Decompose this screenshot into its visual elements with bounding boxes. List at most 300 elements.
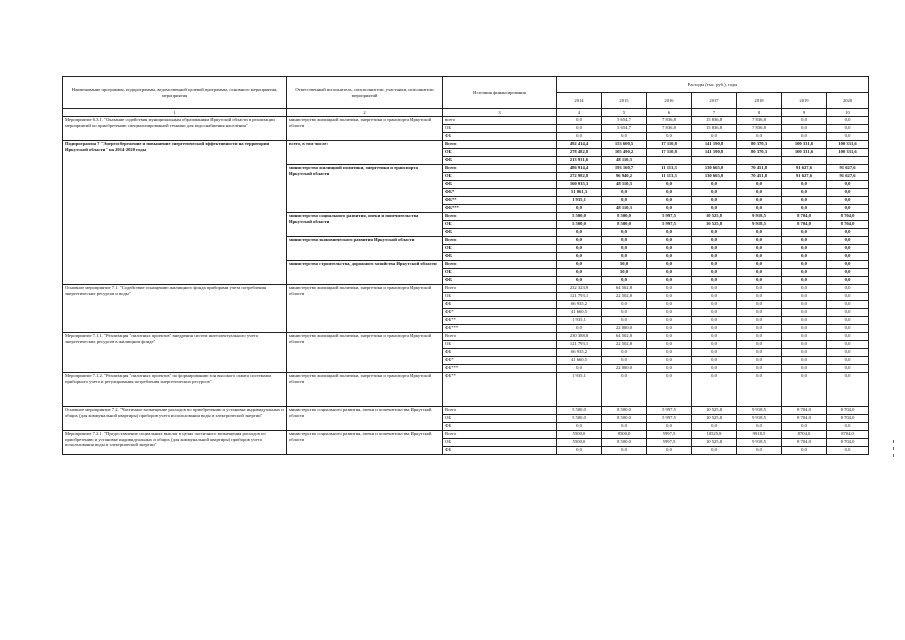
- amount-cell: 0,0: [557, 423, 602, 431]
- amount-cell: 80 370,3: [737, 141, 782, 149]
- amount-cell: 0,0: [737, 333, 782, 341]
- amount-cell: 0,0: [557, 237, 602, 245]
- funding-source-cell: ОБ: [443, 221, 557, 229]
- funding-source-cell: Всего: [443, 333, 557, 341]
- amount-cell: 7 836,8: [647, 117, 692, 125]
- amount-cell: 0,0: [737, 189, 782, 197]
- amount-cell: 0,0: [827, 317, 869, 325]
- amount-cell: 0,0: [647, 373, 692, 407]
- funding-source-cell: ФБ: [443, 423, 557, 431]
- amount-cell: 0,0: [737, 357, 782, 365]
- budget-table: [62, 76, 869, 455]
- funding-source-cell: всего: [443, 117, 557, 125]
- funding-source-cell: ФБ: [443, 133, 557, 141]
- amount-cell: 0,0: [737, 317, 782, 325]
- amount-cell: 0,0: [782, 301, 827, 309]
- amount-cell: 0,0: [647, 245, 692, 253]
- amount-cell: 0,0: [602, 229, 647, 237]
- amount-cell: 0,0: [557, 261, 602, 269]
- amount-cell: 0,0: [647, 229, 692, 237]
- amount-cell: 0,0: [827, 285, 869, 293]
- amount-cell: 0,0: [782, 325, 827, 333]
- amount-cell: 0,0: [782, 197, 827, 205]
- table-row: [63, 373, 869, 407]
- amount-cell: 130 665,0: [692, 173, 737, 181]
- amount-cell: 0,0: [692, 349, 737, 357]
- amount-cell: 15 836,8: [692, 117, 737, 125]
- amount-cell: 0,0: [827, 325, 869, 333]
- column-number: 10: [827, 109, 869, 117]
- funding-source-cell: ОБ: [443, 269, 557, 277]
- amount-cell: 0,0: [737, 133, 782, 141]
- amount-cell: 0,0: [827, 189, 869, 197]
- amount-cell: 0,0: [692, 197, 737, 205]
- amount-cell: 0,0: [647, 447, 692, 455]
- amount-cell: 213 931,6: [557, 157, 602, 165]
- amount-cell: 0,0: [737, 261, 782, 269]
- amount-cell: 0,0: [827, 261, 869, 269]
- amount-cell: 0,0: [827, 423, 869, 431]
- amount-cell: 0,0: [827, 309, 869, 317]
- amount-cell: 0,0: [557, 253, 602, 261]
- amount-cell: 0,0: [602, 357, 647, 365]
- funding-source-cell: ОБ: [443, 125, 557, 133]
- amount-cell: 8 704,0: [827, 407, 869, 415]
- executor-cell: министерство социального развития, опеки и попечительства Иркутской области: [287, 213, 443, 237]
- amount-cell: 141 190,8: [692, 149, 737, 157]
- amount-cell: 22 000,0: [602, 325, 647, 333]
- amount-cell: 0,0: [692, 237, 737, 245]
- amount-cell: 0,0: [557, 229, 602, 237]
- header-year: 2018: [737, 93, 782, 109]
- amount-cell: 153 600,5: [602, 141, 647, 149]
- amount-cell: 5 500,0: [557, 407, 602, 415]
- amount-cell: 0,0: [647, 317, 692, 325]
- amount-cell: 0,0: [647, 325, 692, 333]
- amount-cell: 10 525,8: [692, 439, 737, 447]
- amount-cell: 0,0: [647, 423, 692, 431]
- amount-cell: 0,0: [782, 309, 827, 317]
- amount-cell: 8 500,0: [602, 407, 647, 415]
- header-year: 2019: [782, 93, 827, 109]
- amount-cell: 48 110,3: [602, 157, 647, 165]
- executor-cell: всего, в том числе:: [287, 141, 443, 165]
- amount-cell: 0,0: [782, 125, 827, 133]
- amount-cell: 0,0: [782, 229, 827, 237]
- amount-cell: 0,0: [737, 423, 782, 431]
- amount-cell: 0,0: [557, 133, 602, 141]
- amount-cell: 0,0: [737, 309, 782, 317]
- program-name-cell: Основное мероприятие 7.2. "Частичное возмещение расходов по приобретению и установке индивидуальных и общих (для коммунальной квартиры) приборов учета использования воды и электрической энергии": [63, 407, 287, 431]
- header-year: 2020: [827, 93, 869, 109]
- amount-cell: 15 836,8: [692, 125, 737, 133]
- executor-cell: министерство жилищной политики, энергетики и транспорта Иркутской области: [287, 285, 443, 333]
- amount-cell: 0,0: [737, 245, 782, 253]
- amount-cell: 91 627,6: [782, 165, 827, 173]
- amount-cell: 80 370,3: [737, 149, 782, 157]
- funding-source-cell: ФБ: [443, 447, 557, 455]
- executor-cell: министерство жилищной политики, энергетики и транспорта Иркутской области: [287, 333, 443, 373]
- amount-cell: 0,0: [827, 125, 869, 133]
- amount-cell: 8 704,0: [827, 439, 869, 447]
- amount-cell: 0,0: [647, 301, 692, 309]
- amount-cell: 0,0: [647, 293, 692, 301]
- header-year: 2017: [692, 93, 737, 109]
- amount-cell: 0,0: [782, 447, 827, 455]
- funding-source-cell: ОБ: [443, 293, 557, 301]
- amount-cell: 0,0: [827, 373, 869, 407]
- amount-cell: 5997,5: [647, 431, 692, 439]
- header-year: 2014: [557, 93, 602, 109]
- header-funding-source: Источник финансирования: [443, 77, 557, 109]
- amount-cell: 10 525,8: [692, 213, 737, 221]
- amount-cell: 0,0: [782, 181, 827, 189]
- amount-cell: 10 525,8: [692, 407, 737, 415]
- table-row: [63, 141, 869, 149]
- header-year: 2016: [647, 93, 692, 109]
- edge-mark: [893, 440, 894, 443]
- amount-cell: 70 451,8: [737, 165, 782, 173]
- amount-cell: 230 388,8: [557, 333, 602, 341]
- amount-cell: 0,0: [737, 301, 782, 309]
- funding-source-cell: Всего: [443, 407, 557, 415]
- amount-cell: 0,0: [602, 133, 647, 141]
- amount-cell: 8 500,0: [602, 415, 647, 423]
- amount-cell: 5500,0: [557, 431, 602, 439]
- amount-cell: 0,0: [737, 325, 782, 333]
- amount-cell: 66 935,2: [557, 301, 602, 309]
- amount-cell: 0,0: [737, 285, 782, 293]
- funding-source-cell: ОБ: [443, 415, 557, 423]
- amount-cell: 100 331,6: [782, 141, 827, 149]
- amount-cell: 0,0: [692, 181, 737, 189]
- funding-source-cell: ФБ: [443, 349, 557, 357]
- amount-cell: 0,0: [647, 197, 692, 205]
- executor-cell: министерство жилищной политики, энергетики и транспорта Иркутской области: [287, 117, 443, 141]
- amount-cell: 0,0: [782, 285, 827, 293]
- funding-source-cell: ФБ: [443, 277, 557, 285]
- amount-cell: 0,0: [647, 205, 692, 213]
- amount-cell: 0,0: [647, 341, 692, 349]
- column-number: 7: [692, 109, 737, 117]
- funding-source-cell: Всего: [443, 141, 557, 149]
- amount-cell: 9 918,5: [737, 407, 782, 415]
- amount-cell: 0,0: [557, 277, 602, 285]
- amount-cell: 0,0: [782, 341, 827, 349]
- amount-cell: 5 997,5: [647, 221, 692, 229]
- amount-cell: 50,0: [602, 261, 647, 269]
- funding-source-cell: ФБ*: [443, 189, 557, 197]
- table-row: [63, 333, 869, 341]
- amount-cell: 0,0: [692, 423, 737, 431]
- amount-cell: 0,0: [692, 325, 737, 333]
- amount-cell: 0,0: [782, 293, 827, 301]
- amount-cell: 100 331,6: [782, 149, 827, 157]
- amount-cell: 0,0: [827, 357, 869, 365]
- executor-cell: министерство строительства, дорожного хозяйства Иркутской области: [287, 261, 443, 285]
- amount-cell: 0,0: [692, 285, 737, 293]
- amount-cell: 0,0: [737, 365, 782, 373]
- amount-cell: 9 918,5: [737, 221, 782, 229]
- amount-cell: 9 918,5: [737, 415, 782, 423]
- executor-cell: министерство жилищной политики, энергетики и транспорта Иркутской области: [287, 373, 443, 407]
- amount-cell: 0,0: [557, 325, 602, 333]
- amount-cell: 0,0: [782, 365, 827, 373]
- amount-cell: 0,0: [602, 245, 647, 253]
- amount-cell: 0,0: [557, 269, 602, 277]
- amount-cell: 0,0: [782, 261, 827, 269]
- amount-cell: 8704,0: [827, 431, 869, 439]
- amount-cell: 91 627,6: [827, 173, 869, 181]
- amount-cell: 0,0: [827, 447, 869, 455]
- program-name-cell: Мероприятие 7.1.1. "Реализация "пилотных проектов" внедрения систем интеллектуального учета энергетических ресурсов в жилищном фонде": [63, 333, 287, 373]
- amount-cell: 0,0: [737, 197, 782, 205]
- amount-cell: 0,0: [827, 301, 869, 309]
- amount-cell: 0,0: [602, 349, 647, 357]
- funding-source-cell: ФБ***: [443, 325, 557, 333]
- header-executor: Ответственный исполнитель, соисполнители, участники, исполнители мероприятий: [287, 77, 443, 109]
- amount-cell: 9918,5: [737, 431, 782, 439]
- amount-cell: 8704,0: [782, 431, 827, 439]
- amount-cell: 0,0: [782, 373, 827, 407]
- amount-cell: 0,0: [692, 333, 737, 341]
- amount-cell: 0,0: [692, 317, 737, 325]
- funding-source-cell: Всего: [443, 237, 557, 245]
- amount-cell: 0,0: [827, 205, 869, 213]
- amount-cell: 0,0: [827, 349, 869, 357]
- funding-source-cell: Всего: [443, 213, 557, 221]
- amount-cell: 8 704,0: [827, 415, 869, 423]
- amount-cell: 7 836,8: [737, 125, 782, 133]
- column-number: 5: [602, 109, 647, 117]
- amount-cell: 0,0: [782, 277, 827, 285]
- amount-cell: 0,0: [647, 349, 692, 357]
- amount-cell: 278 482,8: [557, 149, 602, 157]
- funding-source-cell: ФБ: [443, 157, 557, 165]
- amount-cell: 0,0: [782, 133, 827, 141]
- amount-cell: 8 704,0: [827, 213, 869, 221]
- edge-mark: [893, 454, 894, 457]
- amount-cell: 96 940,2: [602, 173, 647, 181]
- amount-cell: 7 836,8: [647, 125, 692, 133]
- amount-cell: 0,0: [692, 189, 737, 197]
- amount-cell: 121 793,1: [557, 293, 602, 301]
- table-row: [63, 117, 869, 125]
- amount-cell: 91 627,6: [827, 165, 869, 173]
- funding-source-cell: ФБ***: [443, 365, 557, 373]
- amount-cell: 41 660,5: [557, 357, 602, 365]
- amount-cell: 8 704,0: [827, 221, 869, 229]
- amount-cell: 0,0: [557, 205, 602, 213]
- executor-cell: министерство экономического развития Иркутской области: [287, 237, 443, 261]
- amount-cell: 0,0: [647, 189, 692, 197]
- program-name-cell: Мероприятие 7.2.1. "Предоставление социальных выплат в целях частичного возмещения расходов по приобретению и установке индивидуальных и общих (для коммунальной квартиры) приборов учета использования воды и электрической энергии": [63, 431, 287, 455]
- executor-cell: министерство социального развития, опеки и попечительства Иркутской области: [287, 431, 443, 455]
- amount-cell: 0,0: [737, 349, 782, 357]
- funding-source-cell: ОБ: [443, 245, 557, 253]
- amount-cell: 0,0: [602, 447, 647, 455]
- amount-cell: 100 331,6: [827, 141, 869, 149]
- amount-cell: 70 451,8: [737, 173, 782, 181]
- amount-cell: 0,0: [782, 349, 827, 357]
- amount-cell: 10 525,8: [692, 415, 737, 423]
- amount-cell: 0,0: [557, 447, 602, 455]
- amount-cell: 0,0: [827, 133, 869, 141]
- amount-cell: 0,0: [692, 245, 737, 253]
- amount-cell: 0,0: [827, 117, 869, 125]
- amount-cell: 5 654,7: [602, 125, 647, 133]
- amount-cell: 0,0: [647, 357, 692, 365]
- funding-source-cell: ФБ: [443, 253, 557, 261]
- amount-cell: [692, 157, 737, 165]
- amount-cell: 0,0: [827, 245, 869, 253]
- amount-cell: 22 502,8: [602, 341, 647, 349]
- column-number: 1: [63, 109, 287, 117]
- funding-source-cell: Всего: [443, 431, 557, 439]
- amount-cell: [827, 157, 869, 165]
- amount-cell: 130 665,0: [692, 165, 737, 173]
- program-name-cell: Мероприятие 6.3.1. "Оказание содействия муниципальным образованиям Иркутской области в реализации мероприятий по приобретению специализированной техники для водоснабжения населения": [63, 117, 287, 141]
- column-number: 2: [287, 109, 443, 117]
- amount-cell: 5997,5: [647, 439, 692, 447]
- amount-cell: 0,0: [602, 423, 647, 431]
- funding-source-cell: ФБ**: [443, 317, 557, 325]
- amount-cell: 0,0: [602, 277, 647, 285]
- funding-source-cell: Всего: [443, 261, 557, 269]
- amount-cell: 17 110,8: [647, 141, 692, 149]
- amount-cell: 0,0: [782, 205, 827, 213]
- amount-cell: [737, 157, 782, 165]
- amount-cell: 9 918,5: [737, 439, 782, 447]
- amount-cell: 0,0: [782, 317, 827, 325]
- amount-cell: 1 935,1: [557, 317, 602, 325]
- amount-cell: [782, 157, 827, 165]
- amount-cell: 22 502,8: [602, 293, 647, 301]
- amount-cell: 0,0: [647, 333, 692, 341]
- amount-cell: 91 627,6: [782, 173, 827, 181]
- funding-source-cell: ФБ**: [443, 197, 557, 205]
- amount-cell: 11 113,3: [647, 173, 692, 181]
- amount-cell: 0,0: [647, 261, 692, 269]
- amount-cell: 0,0: [827, 253, 869, 261]
- amount-cell: 8 500,0: [602, 221, 647, 229]
- amount-cell: 0,0: [827, 341, 869, 349]
- amount-cell: 0,0: [647, 269, 692, 277]
- funding-source-cell: ОБ: [443, 149, 557, 157]
- program-name-cell: Основное мероприятие 7.1. "Содействие оснащению жилищного фонда приборами учета потребления энергетических ресурсов и воды": [63, 285, 287, 333]
- column-number: 3: [443, 109, 557, 117]
- amount-cell: 0,0: [692, 133, 737, 141]
- funding-source-cell: ФБ: [443, 181, 557, 189]
- amount-cell: 7 836,8: [737, 117, 782, 125]
- amount-cell: 160 935,3: [557, 181, 602, 189]
- amount-cell: 0,0: [692, 447, 737, 455]
- amount-cell: 0,0: [692, 277, 737, 285]
- funding-source-cell: ОБ: [443, 341, 557, 349]
- amount-cell: 51 061,3: [557, 189, 602, 197]
- column-number: 6: [647, 109, 692, 117]
- header-expenses: Расходы (тыс. руб.), годы: [557, 77, 869, 93]
- amount-cell: 0,0: [827, 237, 869, 245]
- amount-cell: 0,0: [647, 309, 692, 317]
- amount-cell: 0,0: [692, 309, 737, 317]
- amount-cell: 0,0: [782, 117, 827, 125]
- amount-cell: 8 704,0: [782, 221, 827, 229]
- program-name-cell: Подпрограмма 7 "Энергосбережение и повышение энергетической эффективности на территории Иркутской области" на 2014-2020 годы: [63, 141, 287, 285]
- amount-cell: 0,0: [827, 277, 869, 285]
- amount-cell: 10 525,8: [692, 221, 737, 229]
- edge-mark: [893, 447, 894, 450]
- amount-cell: 5 500,0: [557, 213, 602, 221]
- amount-cell: 121 793,1: [557, 341, 602, 349]
- amount-cell: 0,0: [647, 277, 692, 285]
- amount-cell: 10525,8: [692, 431, 737, 439]
- amount-cell: 0,0: [737, 253, 782, 261]
- amount-cell: 486 914,4: [557, 165, 602, 173]
- funding-source-cell: Всего: [443, 285, 557, 293]
- amount-cell: 0,0: [782, 253, 827, 261]
- amount-cell: 0,0: [557, 245, 602, 253]
- table-row: [63, 431, 869, 439]
- funding-source-cell: ОБ: [443, 439, 557, 447]
- amount-cell: 5 997,5: [647, 415, 692, 423]
- amount-cell: 0,0: [647, 253, 692, 261]
- amount-cell: 5 997,5: [647, 213, 692, 221]
- amount-cell: 5 997,5: [647, 407, 692, 415]
- amount-cell: 0,0: [737, 293, 782, 301]
- amount-cell: 0,0: [827, 197, 869, 205]
- column-number: 8: [737, 109, 782, 117]
- amount-cell: 5 500,0: [557, 415, 602, 423]
- amount-cell: 0,0: [737, 229, 782, 237]
- amount-cell: 0,0: [602, 309, 647, 317]
- amount-cell: 0,0: [692, 253, 737, 261]
- funding-source-cell: ФБ: [443, 301, 557, 309]
- funding-source-cell: ФБ**: [443, 373, 557, 407]
- amount-cell: 0,0: [692, 229, 737, 237]
- amount-cell: 0,0: [737, 181, 782, 189]
- amount-cell: 0,0: [602, 237, 647, 245]
- funding-source-cell: ФБ***: [443, 205, 557, 213]
- amount-cell: 0,0: [782, 237, 827, 245]
- amount-cell: 0,0: [692, 341, 737, 349]
- amount-cell: 0,0: [692, 261, 737, 269]
- amount-cell: 272 982,8: [557, 173, 602, 181]
- amount-cell: 0,0: [602, 189, 647, 197]
- amount-cell: 0,0: [692, 293, 737, 301]
- header-year: 2015: [602, 93, 647, 109]
- amount-cell: 0,0: [692, 269, 737, 277]
- amount-cell: 11 113,3: [647, 165, 692, 173]
- amount-cell: 66 935,2: [557, 349, 602, 357]
- amount-cell: 0,0: [737, 373, 782, 407]
- amount-cell: 0,0: [692, 365, 737, 373]
- amount-cell: 17 110,8: [647, 149, 692, 157]
- amount-cell: 8 704,0: [782, 213, 827, 221]
- amount-cell: 1 935,1: [557, 373, 602, 407]
- amount-cell: 0,0: [557, 117, 602, 125]
- amount-cell: 48 110,3: [602, 181, 647, 189]
- amount-cell: 0,0: [782, 189, 827, 197]
- amount-cell: 232 323,9: [557, 285, 602, 293]
- amount-cell: 492 414,4: [557, 141, 602, 149]
- amount-cell: 141 190,8: [692, 141, 737, 149]
- amount-cell: 8 500,0: [602, 213, 647, 221]
- amount-cell: 0,0: [602, 317, 647, 325]
- amount-cell: 0,0: [737, 237, 782, 245]
- table-row: [63, 285, 869, 293]
- amount-cell: 0,0: [647, 181, 692, 189]
